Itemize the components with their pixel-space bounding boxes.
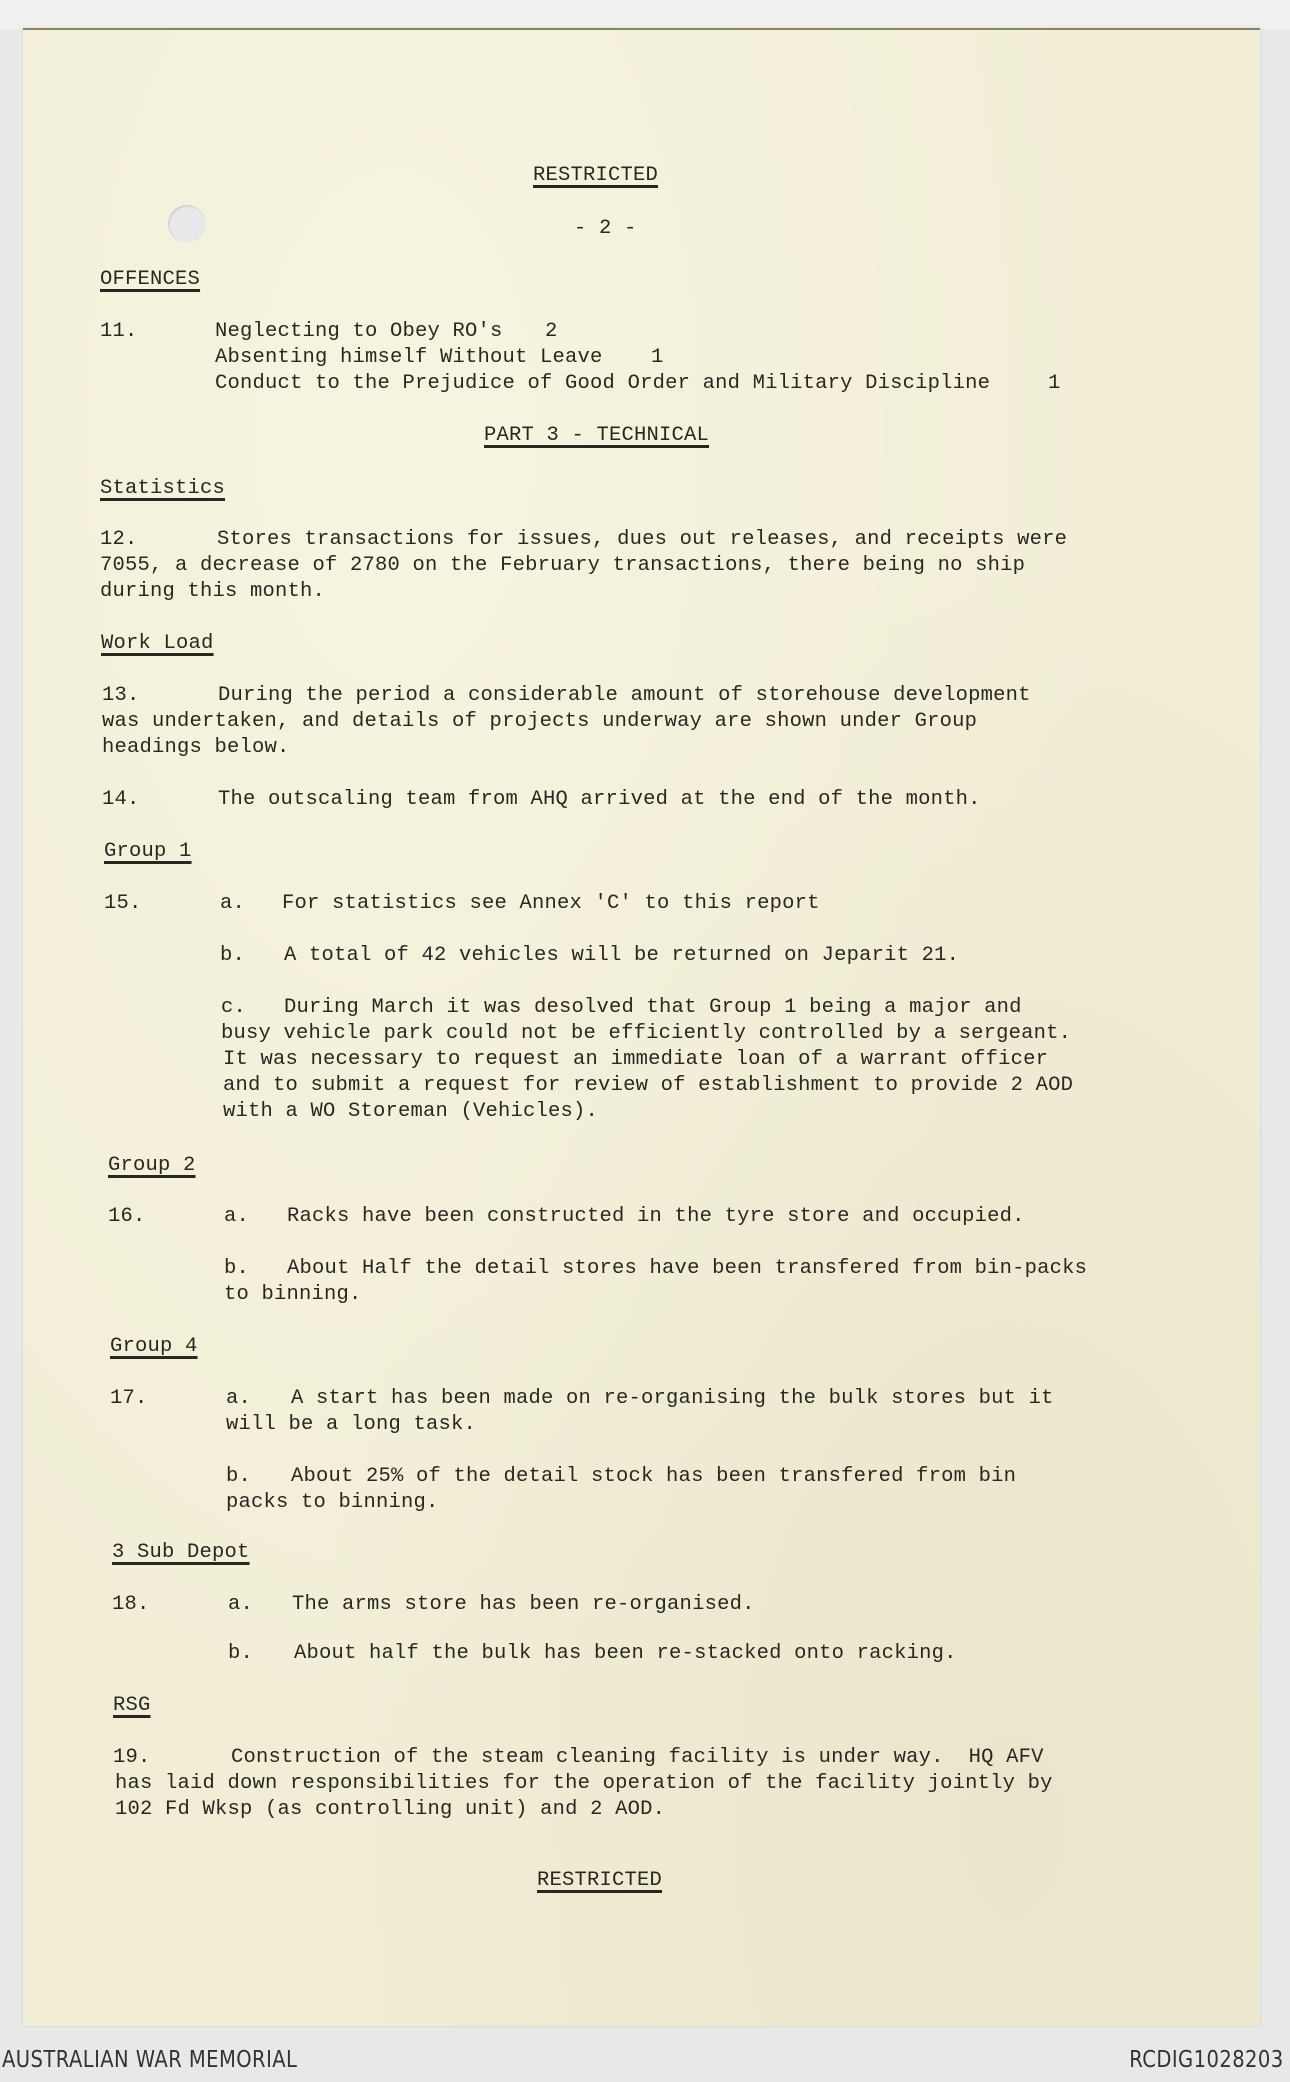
group1-c-line-1: During March it was desolved that Group 1 being a major and [284, 996, 1022, 1019]
group4-a-line-1: A start has been made on re-organising the bulk stores but it [291, 1387, 1054, 1410]
offence-count-1: 2 [545, 320, 558, 343]
group4-a-label: a. [226, 1387, 252, 1410]
offence-item-2: Absenting himself Without Leave [215, 346, 603, 369]
para-number-19: 19. [113, 1746, 151, 1769]
rsg-line-1: Construction of the steam cleaning facility is under way. HQ AFV [231, 1746, 1044, 1769]
punch-hole [168, 205, 206, 243]
group4-b-line-1: About 25% of the detail stock has been transfered from bin [291, 1465, 1017, 1488]
statistics-line-2: 7055, a decrease of 2780 on the February transactions, there being no ship [100, 554, 1026, 577]
heading-group-1: Group 1 [104, 840, 192, 863]
subdepot-b-text: About half the bulk has been re-stacked onto racking. [294, 1642, 957, 1665]
heading-rsg: RSG [113, 1694, 151, 1717]
para-number-12: 12. [100, 528, 138, 551]
workload-line-2: was undertaken, and details of projects underway are shown under Group [102, 710, 978, 733]
offence-count-3: 1 [1048, 372, 1061, 395]
heading-work-load: Work Load [101, 632, 214, 655]
group2-b-label: b. [224, 1257, 250, 1280]
group2-b-line-2: to binning. [224, 1283, 362, 1306]
heading-group-2: Group 2 [108, 1154, 196, 1177]
group1-c-line-5: with a WO Storeman (Vehicles). [223, 1100, 599, 1123]
group4-b-label: b. [226, 1465, 252, 1488]
group2-a-text: Racks have been constructed in the tyre store and occupied. [287, 1205, 1025, 1228]
rsg-line-2: has laid down responsibilities for the operation of the facility jointly by [115, 1772, 1053, 1795]
heading-3-sub-depot: 3 Sub Depot [112, 1541, 250, 1564]
para-number-16: 16. [108, 1205, 146, 1228]
para-number-13: 13. [102, 684, 140, 707]
heading-group-4: Group 4 [110, 1335, 198, 1358]
offence-item-1: Neglecting to Obey RO's [215, 320, 503, 343]
group2-b-line-1: About Half the detail stores have been transfered from bin-packs [287, 1257, 1088, 1280]
footer-record-id: RCDIG1028203 [1129, 2047, 1284, 2073]
para-number-17: 17. [110, 1387, 148, 1410]
part3-title: PART 3 - TECHNICAL [484, 424, 710, 447]
group4-b-line-2: packs to binning. [226, 1491, 439, 1514]
para14-text: The outscaling team from AHQ arrived at the end of the month. [218, 788, 981, 811]
statistics-line-1: Stores transactions for issues, dues out releases, and receipts were [217, 528, 1068, 551]
group1-b-label: b. [220, 944, 246, 967]
classification-top: RESTRICTED [533, 164, 659, 187]
subdepot-a-label: a. [228, 1593, 254, 1616]
heading-statistics: Statistics [100, 477, 226, 500]
footer-institution: AUSTRALIAN WAR MEMORIAL [2, 2047, 298, 2073]
para-number-11: 11. [100, 320, 138, 343]
group1-c-line-2: busy vehicle park could not be efficiently controlled by a sergeant. [221, 1022, 1072, 1045]
para-number-15: 15. [104, 892, 142, 915]
group1-a-text: For statistics see Annex 'C' to this report [282, 892, 820, 915]
offence-count-2: 1 [651, 346, 664, 369]
group4-a-line-2: will be a long task. [226, 1413, 477, 1436]
subdepot-b-label: b. [228, 1642, 254, 1665]
subdepot-a-text: The arms store has been re-organised. [292, 1593, 755, 1616]
group1-c-label: c. [221, 996, 247, 1019]
classification-bottom: RESTRICTED [537, 1869, 663, 1892]
statistics-line-3: during this month. [100, 580, 326, 603]
group1-c-line-4: and to submit a request for review of establishment to provide 2 AOD [223, 1074, 1074, 1097]
para-number-14: 14. [102, 788, 140, 811]
group2-a-label: a. [224, 1205, 250, 1228]
rsg-line-3: 102 Fd Wksp (as controlling unit) and 2 AOD. [115, 1798, 666, 1821]
page-number: - 2 - [574, 217, 637, 240]
group1-b-text: A total of 42 vehicles will be returned on Jeparit 21. [284, 944, 960, 967]
group1-a-label: a. [220, 892, 246, 915]
para-number-18: 18. [112, 1593, 150, 1616]
workload-line-1: During the period a considerable amount of storehouse development [218, 684, 1031, 707]
offence-item-3: Conduct to the Prejudice of Good Order and Military Discipline [215, 372, 991, 395]
group1-c-line-3: It was necessary to request an immediate loan of a warrant officer [223, 1048, 1049, 1071]
scan-top-strip [0, 0, 1290, 29]
heading-offences: OFFENCES [100, 268, 201, 291]
workload-line-3: headings below. [102, 736, 290, 759]
